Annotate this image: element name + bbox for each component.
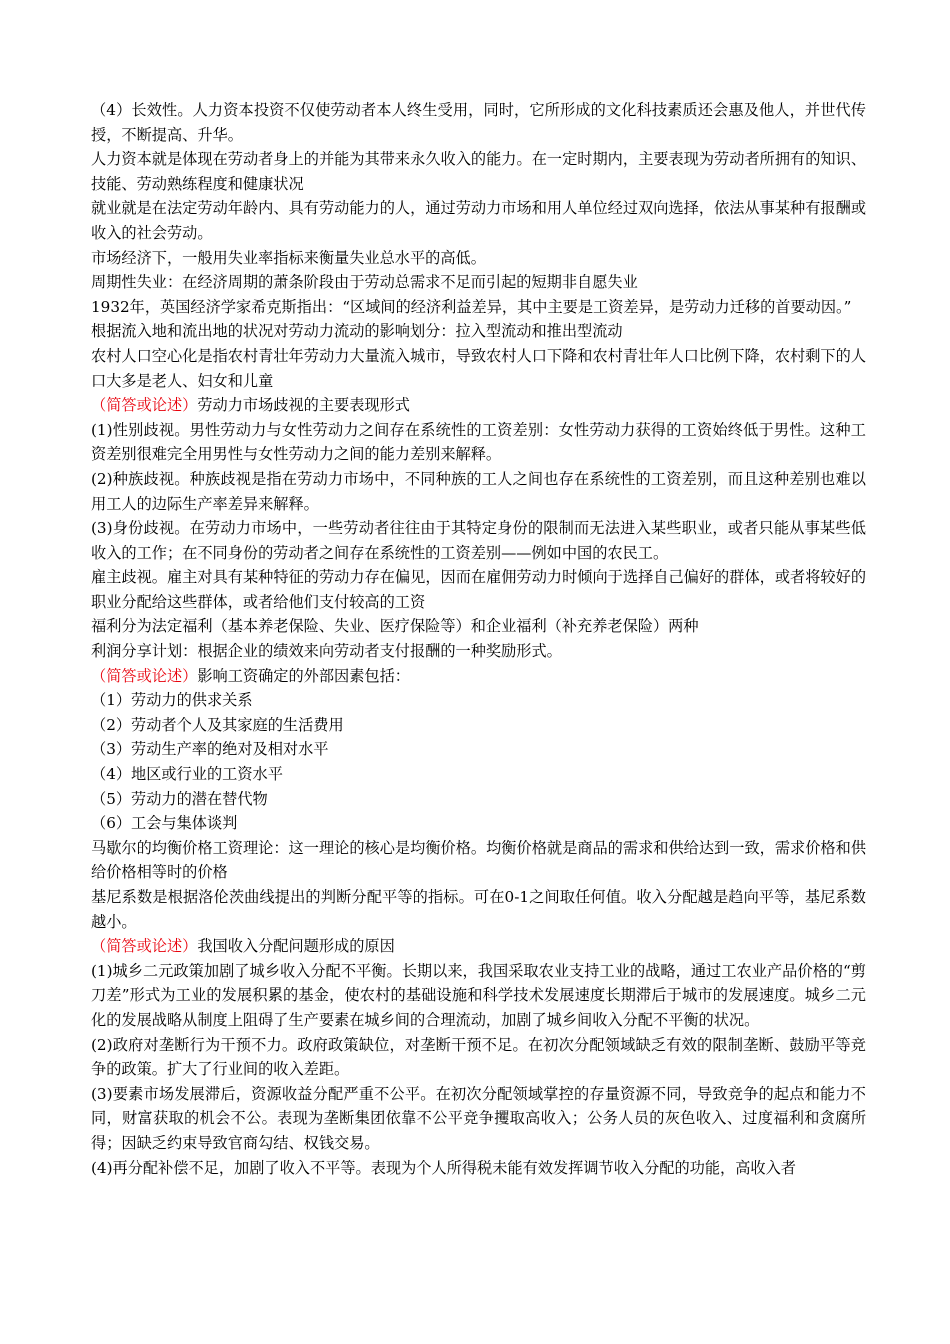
list-item: (2)政府对垄断行为干预不力。政府政策缺位，对垄断干预不足。在初次分配领域缺乏有效的限制垄断、鼓励平等竞争的政策。扩大了行业间的收入差距。 [91, 1035, 866, 1079]
paragraph: 人力资本就是体现在劳动者身上的并能为其带来永久收入的能力。在一定时期内，主要表现为劳动者所拥有的知识、技能、劳动熟练程度和健康状况 [91, 150, 866, 193]
paragraph: 雇主歧视。雇主对具有某种特征的劳动力存在偏见，因而在雇佣劳动力时倾向于选择自己偏好的群体，或者将较好的职业分配给这些群体，或者给他们支付较高的工资 [91, 568, 866, 611]
list-item: （2）劳动者个人及其家庭的生活费用 [91, 715, 344, 734]
document-body [91, 98, 866, 1180]
question-type-tag: （简答或论述） [91, 937, 198, 956]
paragraph: 农村人口空心化是指农村青壮年劳动力大量流入城市，导致农村人口下降和农村青壮年人口比例下降，农村剩下的人口大多是老人、妇女和儿童 [91, 346, 866, 390]
question-type-tag: （简答或论述） [91, 396, 198, 415]
paragraph: 就业就是在法定劳动年龄内、具有劳动能力的人，通过劳动力市场和用人单位经过双向选择，依法从事某种有报酬或收入的社会劳动。 [91, 199, 866, 242]
list-item: (1)城乡二元政策加剧了城乡收入分配不平衡。长期以来，我国采取农业支持工业的战略，通过工农业产品价格的“剪刀差”形式为工业的发展积累的基金，使农村的基础设施和科学技术发展速度长期滞后于城市的发展速度。城乡二元化的发展战略从制度上阻碍了生产要素在城乡间的合理流动，加剧了城乡间收入分配不平衡的状况。 [91, 961, 866, 1029]
list-item: （1）劳动力的供求关系 [91, 691, 253, 710]
list-item: （6）工会与集体谈判 [91, 814, 238, 833]
list-item: (3)要素市场发展滞后，资源收益分配严重不公平。在初次分配领域掌控的存量资源不同，导致竞争的起点和能力不同，财富获取的机会不公。表现为垄断集团依靠不公平竞争攫取高收入；公务人员的灰色收入、过度福利和贪腐所得；因缺乏约束导致官商勾结、权钱交易。 [91, 1084, 866, 1152]
paragraph: 1932年，英国经济学家希克斯指出：“区域间的经济利益差异，其中主要是工资差异，是劳动力迁移的首要动因。” [91, 297, 852, 316]
list-item: (1)性别歧视。男性劳动力与女性劳动力之间存在系统性的工资差别：女性劳动力获得的工资始终低于男性。这种工资差别很难完全用男性与女性劳动力之间的能力差别来解释。 [91, 420, 866, 464]
list-item: （5）劳动力的潜在替代物 [91, 789, 268, 808]
paragraph: 周期性失业：在经济周期的萧条阶段由于劳动总需求不足而引起的短期非自愿失业 [91, 273, 638, 292]
paragraph: 马歇尔的均衡价格工资理论：这一理论的核心是均衡价格。均衡价格就是商品的需求和供给达到一致，需求价格和供给价格相等时的价格 [91, 838, 866, 882]
paragraph: 基尼系数是根据洛伦茨曲线提出的判断分配平等的指标。可在0-1之间取任何值。收入分配越是趋向平等，基尼系数越小。 [91, 888, 866, 931]
question-type-tag: （简答或论述） [91, 666, 198, 685]
section-heading: （简答或论述）劳动力市场歧视的主要表现形式 [91, 396, 410, 415]
paragraph: 市场经济下，一般用失业率指标来衡量失业总水平的高低。 [91, 248, 486, 267]
list-item: (4)再分配补偿不足，加剧了收入不平等。表现为个人所得税未能有效发挥调节收入分配的功能，高收入者 [91, 1158, 796, 1177]
section-heading: （简答或论述）我国收入分配问题形成的原因 [91, 937, 395, 956]
list-item: （3）劳动生产率的绝对及相对水平 [91, 740, 329, 759]
list-item: (3)身份歧视。在劳动力市场中，一些劳动者往往由于其特定身份的限制而无法进入某些职业，或者只能从事某些低收入的工作；在不同身份的劳动者之间存在系统性的工资差别——例如中国的农民工。 [91, 519, 866, 562]
paragraph: （4）长效性。人力资本投资不仅使劳动者本人终生受用，同时，它所形成的文化科技素质还会惠及他人，并世代传授，不断提高、升华。 [91, 101, 866, 144]
paragraph: 福利分为法定福利（基本养老保险、失业、医疗保险等）和企业福利（补充养老保险）两种 [91, 617, 699, 636]
paragraph: 根据流入地和流出地的状况对劳动力流动的影响划分：拉入型流动和推出型流动 [91, 322, 623, 341]
section-heading: （简答或论述）影响工资确定的外部因素包括： [91, 666, 410, 685]
list-item: (2)种族歧视。种族歧视是指在劳动力市场中，不同种族的工人之间也存在系统性的工资差别，而且这种差别也难以用工人的边际生产率差异来解释。 [91, 469, 866, 513]
list-item: （4）地区或行业的工资水平 [91, 765, 283, 784]
paragraph: 利润分享计划：根据企业的绩效来向劳动者支付报酬的一种奖励形式。 [91, 642, 562, 661]
